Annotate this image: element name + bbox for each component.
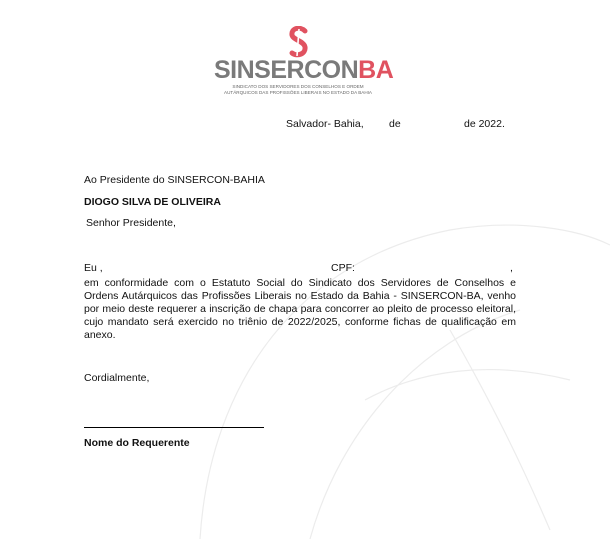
date-year: de 2022. [464, 118, 505, 130]
addressee-name: DIOGO SILVA DE OLIVEIRA [84, 196, 221, 208]
logo-s-mark-icon [287, 26, 311, 58]
watermark-graphic [190, 200, 610, 539]
logo-wordmark [214, 57, 393, 83]
cpf-label: CPF: [331, 262, 355, 274]
salutation: Senhor Presidente, [86, 217, 176, 229]
logo-subtitle-line2: AUTÁRQUICOS DAS PROFISSÕES LIBERAIS NO ESTADO DA BAHIA [224, 89, 372, 95]
date-de: de [389, 118, 401, 130]
sinsercon-logo [212, 24, 394, 100]
signature-label: Nome do Requerente [84, 437, 190, 449]
recipient-line: Ao Presidente do SINSERCON-BAHIA [84, 174, 265, 186]
signature-line [84, 427, 264, 428]
date-city: Salvador- Bahia, [286, 118, 364, 130]
cpf-comma: , [510, 262, 513, 274]
logo-word-part2: BA [358, 56, 394, 84]
closing: Cordialmente, [84, 372, 150, 384]
logo-subtitle-line1: SINDICATO DOS SERVIDORES DOS CONSELHOS E ORDEM [232, 84, 364, 89]
eu-label: Eu , [84, 262, 103, 274]
logo-word-part1: SINSERCON [214, 56, 359, 84]
request-paragraph: em conformidade com o Estatuto Social do Sindicato dos Servidores de Conselhos e Ordens Autárquicos das Profissões Liberais no Estado da Bahia - SINSERCON-BA, venho por meio deste requerer a inscrição de chapa para concorrer ao pleito de processo eleitoral, cujo mandato será exercido no triênio de 2022/2025, conforme fichas de qualificação em anexo. [84, 277, 516, 341]
